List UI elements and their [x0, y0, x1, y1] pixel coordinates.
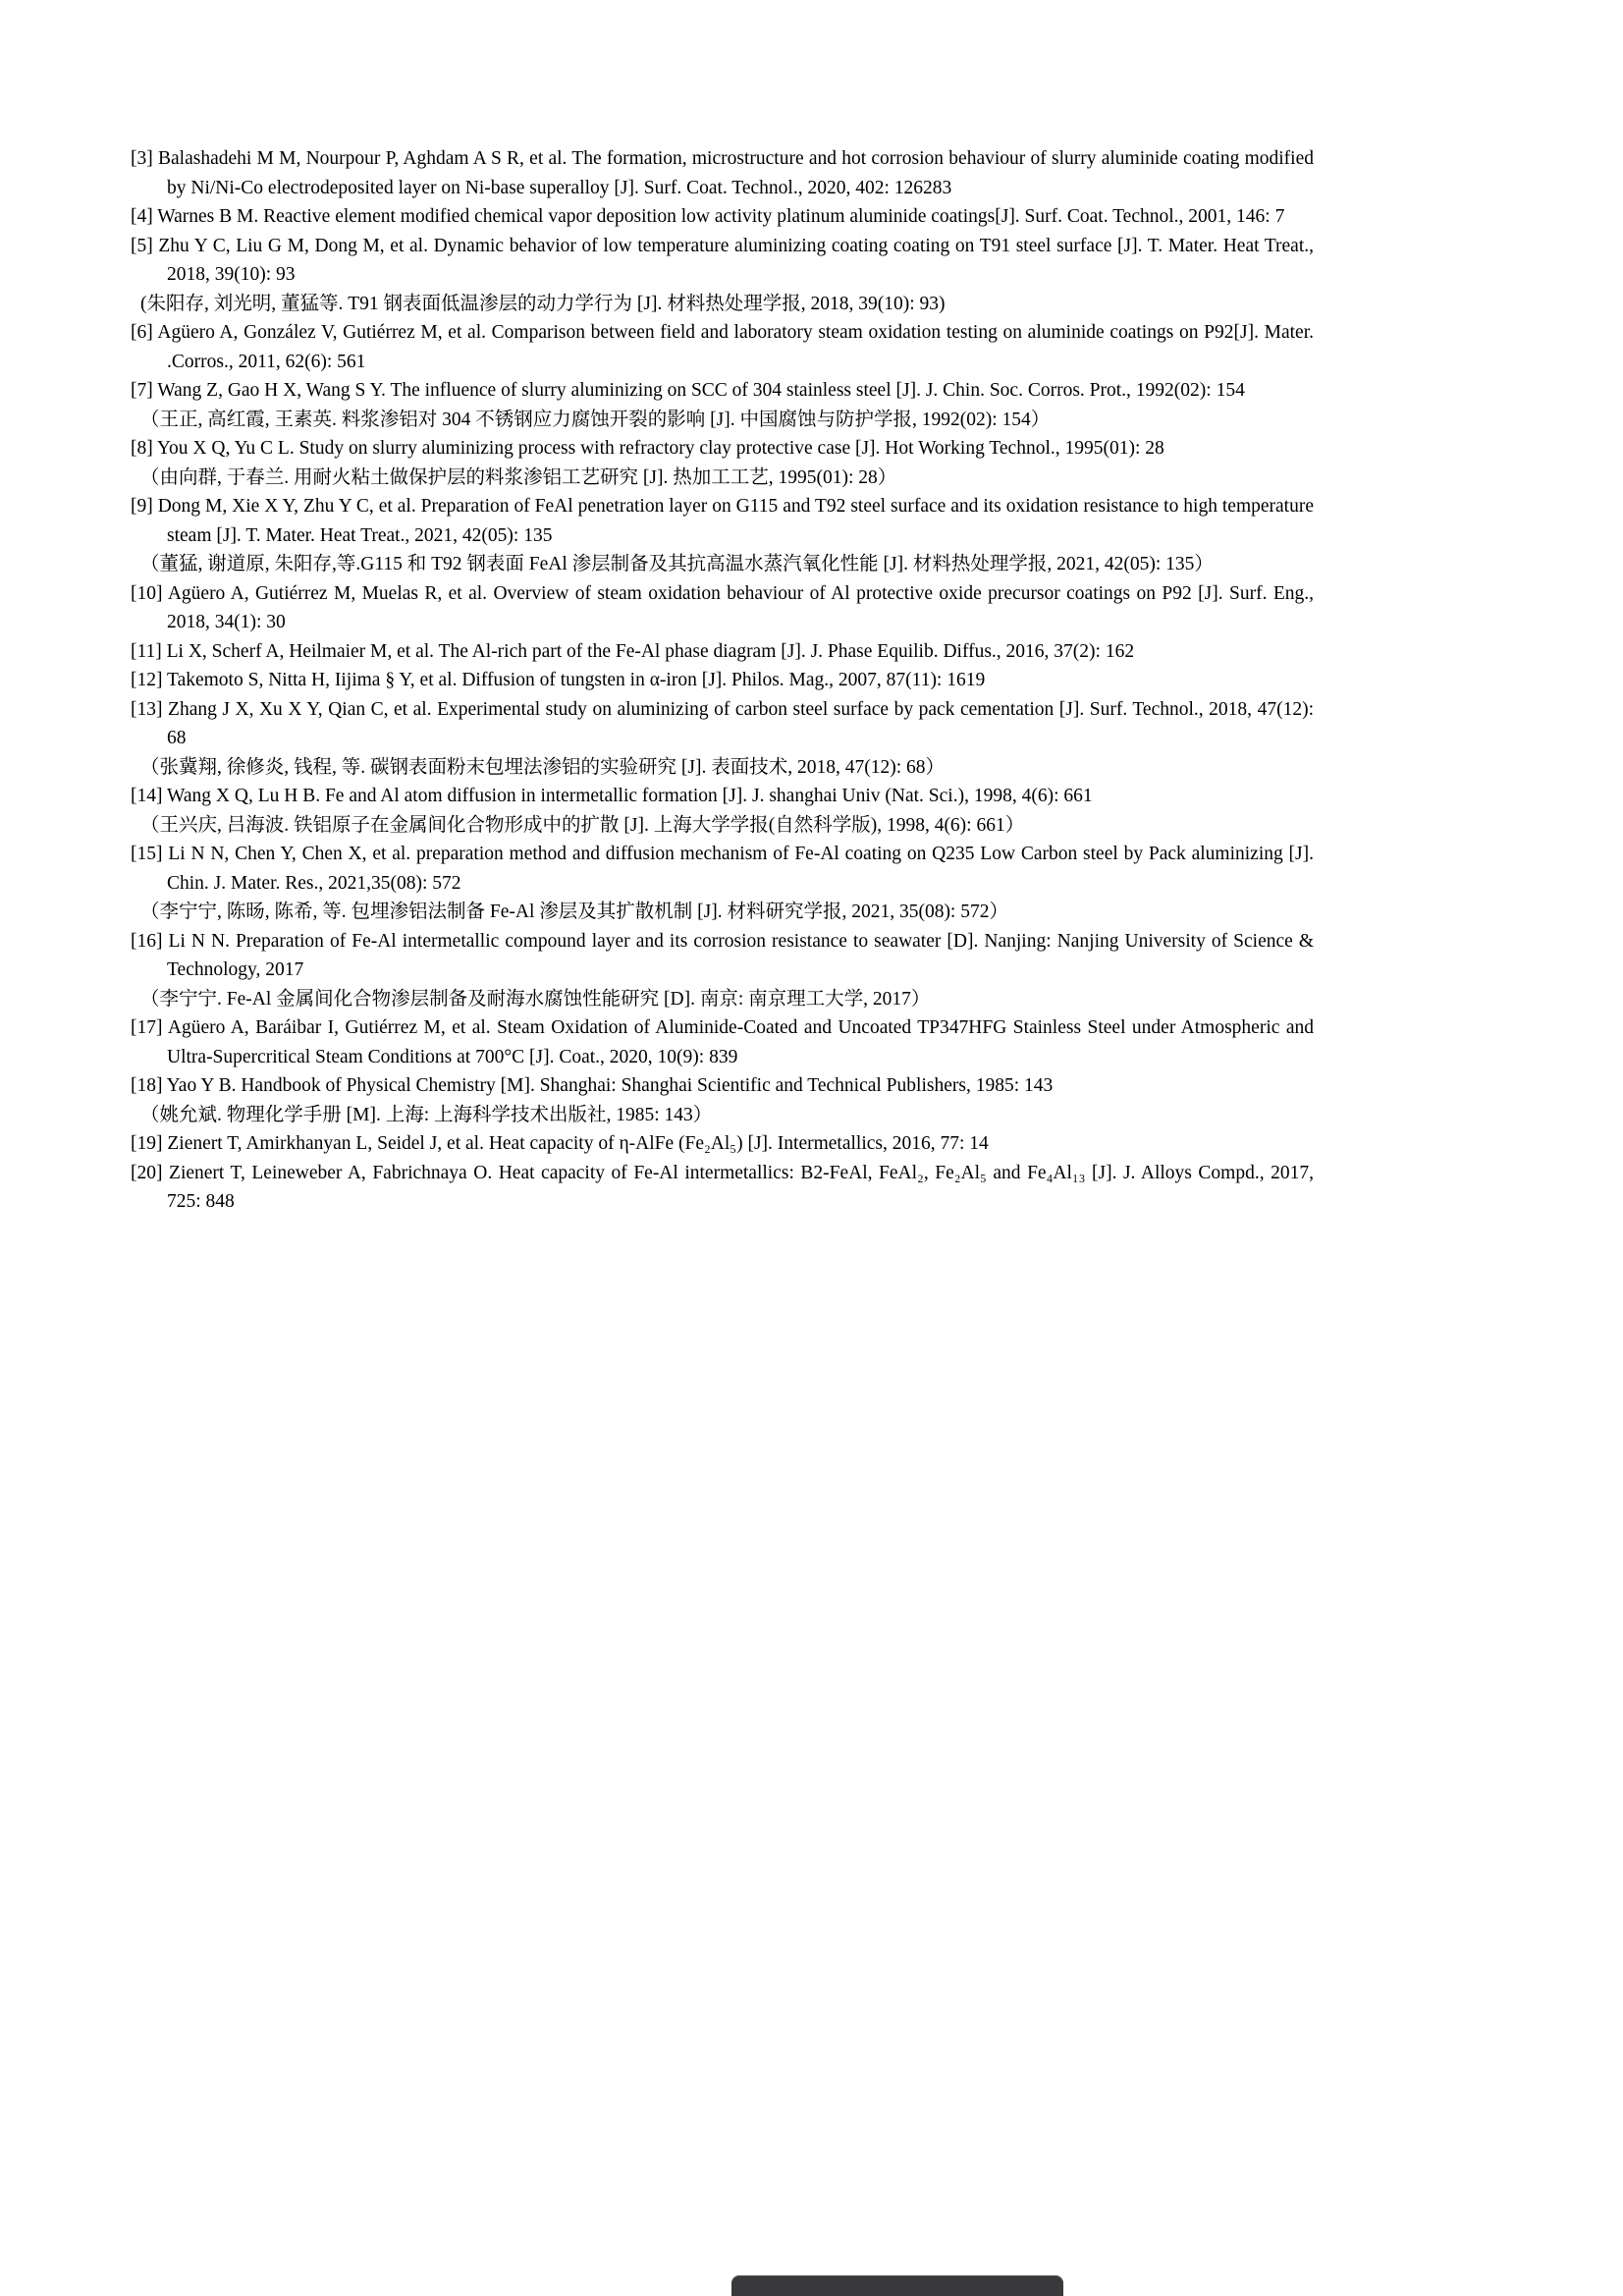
reference-text-zh: （张冀翔, 徐修炎, 钱程, 等. 碳钢表面粉末包埋法渗铝的实验研究 [J]. 表面技术, 2018, 47(12): 68） [140, 756, 945, 778]
reference-text-en: Zienert T, Amirkhanyan L, Seidel J, et al. Heat capacity of η-AlFe (Fe₂Al₅) [J]. Intermetallics, 2016, 77: 14 [167, 1133, 989, 1154]
reference-entry [131, 840, 1314, 927]
reference-number: [20] [131, 1162, 163, 1183]
reference-text-en: Warnes B M. Reactive element modified chemical vapor deposition low activity platinum aluminide coatings[J]. Surf. Coat. Technol., 2001, 146: 7 [157, 206, 1285, 227]
reference-entry [131, 1129, 1314, 1159]
reference-number: [5] [131, 235, 153, 256]
reference-text-en: Takemoto S, Nitta H, Iijima § Y, et al. Diffusion of tungsten in α-iron [J]. Philos. Mag., 2007, 87(11): 1619 [167, 670, 986, 690]
reference-entry [131, 1159, 1314, 1217]
reference-entry [131, 144, 1314, 202]
reference-text-zh: （董猛, 谢道原, 朱阳存,等.G115 和 T92 钢表面 FeAl 渗层制备及其抗高温水蒸汽氧化性能 [J]. 材料热处理学报, 2021, 42(05): 135） [140, 554, 1214, 574]
reference-number: [17] [131, 1017, 163, 1038]
reference-text-en: Li N N. Preparation of Fe-Al intermetallic compound layer and its corrosion resistance to seawater [D]. Nanjing: Nanjing University of Science & Technology, 2017 [167, 930, 1315, 980]
reference-number: [19] [131, 1133, 163, 1154]
reference-text-zh: （王正, 高红霞, 王素英. 料浆渗铝对 304 不锈钢应力腐蚀开裂的影响 [J]. 中国腐蚀与防护学报, 1992(02): 154） [140, 409, 1051, 430]
reference-list [131, 144, 1314, 1217]
reference-entry [131, 782, 1314, 840]
reference-text-en: Wang X Q, Lu H B. Fe and Al atom diffusion in intermetallic formation [J]. J. shanghai Univ (Nat. Sci.), 1998, 4(6): 661 [167, 786, 1093, 806]
reference-entry [131, 579, 1314, 637]
reference-entry [131, 695, 1314, 783]
reference-number: [4] [131, 206, 153, 227]
reference-entry [131, 637, 1314, 667]
reference-entry [131, 1071, 1314, 1129]
reference-entry [131, 318, 1314, 376]
reference-number: [6] [131, 322, 153, 343]
reference-number: [11] [131, 640, 162, 662]
reference-number: [9] [131, 496, 153, 517]
reference-entry [131, 666, 1314, 695]
reference-number: [7] [131, 380, 153, 401]
reference-text-en: Zhang J X, Xu X Y, Qian C, et al. Experimental study on aluminizing of carbon steel surface by pack cementation [J]. Surf. Technol., 2018, 47(12): 68 [167, 698, 1314, 748]
viewer-toolbar-fragment[interactable] [731, 2275, 1063, 2296]
reference-text-en: Wang Z, Gao H X, Wang S Y. The influence of slurry aluminizing on SCC of 304 stainless steel [J]. J. Chin. Soc. Corros. Prot., 1992(02): 154 [157, 380, 1245, 401]
reference-number: [10] [131, 582, 163, 604]
reference-entry [131, 927, 1314, 1014]
reference-number: [13] [131, 698, 163, 720]
reference-entry [131, 232, 1314, 319]
reference-text-en: Agüero A, Gutiérrez M, Muelas R, et al. Overview of steam oxidation behaviour of Al protective oxide precursor coatings on P92 [J]. Surf. Eng., 2018, 34(1): 30 [167, 582, 1314, 632]
reference-text-zh: （王兴庆, 吕海波. 铁铝原子在金属间化合物形成中的扩散 [J]. 上海大学学报(自然科学版), 1998, 4(6): 661） [140, 814, 1025, 836]
reference-text-en: Li N N, Chen Y, Chen X, et al. preparation method and diffusion mechanism of Fe-Al coating on Q235 Low Carbon steel by Pack aluminizing [J]. Chin. J. Mater. Res., 2021,35(08): 572 [167, 844, 1315, 894]
reference-text-en: Li X, Scherf A, Heilmaier M, et al. The Al-rich part of the Fe-Al phase diagram [J]. J. Phase Equilib. Diffus., 2016, 37(2): 162 [166, 640, 1135, 662]
reference-text-zh: （由向群, 于春兰. 用耐火粘土做保护层的料浆渗铝工艺研究 [J]. 热加工工艺, 1995(01): 28） [140, 466, 897, 488]
reference-number: [12] [131, 670, 163, 690]
reference-text-en: You X Q, Yu C L. Study on slurry aluminizing process with refractory clay protective case [J]. Hot Working Technol., 1995(01): 28 [156, 438, 1164, 459]
reference-number: [14] [131, 786, 163, 806]
reference-text-zh: （姚允斌. 物理化学手册 [M]. 上海: 上海科学技术出版社, 1985: 143） [140, 1104, 713, 1125]
reference-number: [16] [131, 930, 163, 952]
reference-number: [3] [131, 148, 153, 169]
reference-text-en: Balashadehi M M, Nourpour P, Aghdam A S R, et al. The formation, microstructure and hot corrosion behaviour of slurry aluminide coating modified by Ni/Ni-Co electrodeposited layer on Ni-base superalloy [J]. Surf. Coat. Technol., 2020, 402: 126283 [158, 148, 1315, 198]
reference-text-zh: （李宁宁, 陈旸, 陈希, 等. 包埋渗铝法制备 Fe-Al 渗层及其扩散机制 [J]. 材料研究学报, 2021, 35(08): 572） [140, 902, 1008, 922]
reference-text-zh: （李宁宁. Fe-Al 金属间化合物渗层制备及耐海水腐蚀性能研究 [D]. 南京: 南京理工大学, 2017） [140, 988, 931, 1010]
reference-text-en: Dong M, Xie X Y, Zhu Y C, et al. Preparation of FeAl penetration layer on G115 and T92 steel surface and its oxidation resistance to high temperature steam [J]. T. Mater. Heat Treat., 2021, 42(05): 135 [157, 496, 1315, 546]
reference-number: [8] [131, 438, 153, 459]
reference-number: [15] [131, 844, 163, 864]
reference-entry [131, 492, 1314, 579]
reference-entry [131, 202, 1314, 232]
reference-number: [18] [131, 1075, 163, 1096]
reference-entry [131, 1013, 1314, 1071]
reference-text-en: Zhu Y C, Liu G M, Dong M, et al. Dynamic behavior of low temperature aluminizing coating coating on T91 steel surface [J]. T. Mater. Heat Treat., 2018, 39(10): 93 [158, 235, 1314, 285]
reference-text-zh: (朱阳存, 刘光明, 董猛等. T91 钢表面低温渗层的动力学行为 [J]. 材料热处理学报, 2018, 39(10): 93) [140, 293, 946, 314]
reference-entry [131, 434, 1314, 492]
reference-text-en: Yao Y B. Handbook of Physical Chemistry [M]. Shanghai: Shanghai Scientific and Technical Publishers, 1985: 143 [166, 1075, 1054, 1096]
reference-text-en: Zienert T, Leineweber A, Fabrichnaya O. Heat capacity of Fe-Al intermetallics: B2-FeAl, FeAl₂, Fe₂Al₅ and Fe₄Al₁₃ [J]. J. Alloys Compd., 2017, 725: 848 [167, 1162, 1314, 1212]
reference-entry [131, 376, 1314, 434]
reference-text-en: Agüero A, González V, Gutiérrez M, et al. Comparison between field and laboratory steam oxidation testing on aluminide coatings on P92[J]. Mater. .Corros., 2011, 62(6): 561 [157, 322, 1314, 372]
reference-text-en: Agüero A, Baráibar I, Gutiérrez M, et al. Steam Oxidation of Aluminide-Coated and Uncoated TP347HFG Stainless Steel under Atmospheric and Ultra-Supercritical Steam Conditions at 700°C [J]. Coat., 2020, 10(9): 839 [167, 1017, 1314, 1067]
